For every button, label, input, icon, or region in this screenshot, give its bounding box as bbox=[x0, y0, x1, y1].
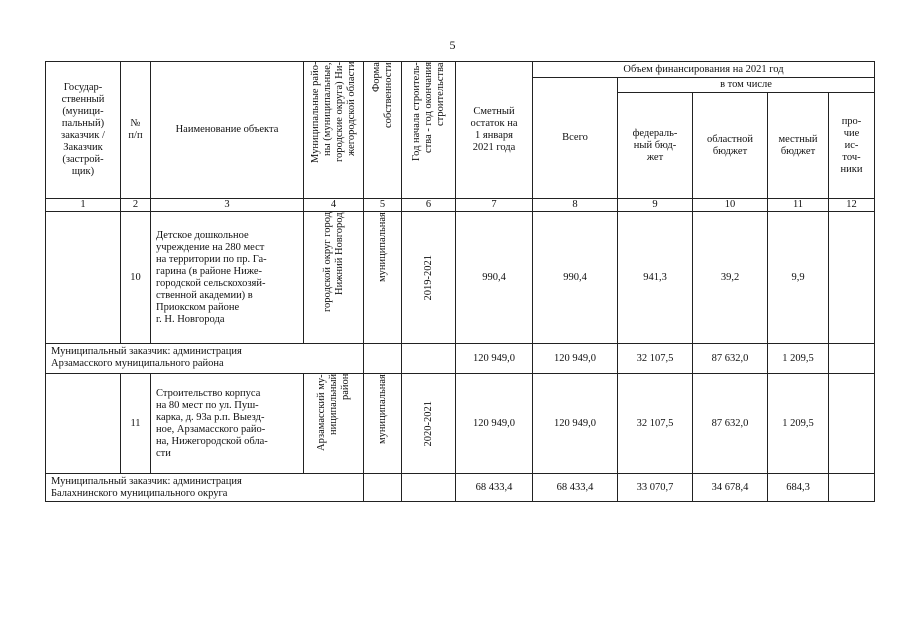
column-number: 3 bbox=[151, 199, 304, 212]
regional-budget: 87 632,0 bbox=[693, 344, 768, 374]
header-regional: областной бюджет bbox=[693, 93, 768, 199]
header-estimated-balance: Сметный остаток на 1 января 2021 года bbox=[456, 62, 533, 199]
column-number: 8 bbox=[533, 199, 618, 212]
column-number: 11 bbox=[768, 199, 829, 212]
header-years: Год начала строитель- ства - год окончания строительства bbox=[410, 62, 446, 161]
federal-budget: 32 107,5 bbox=[618, 344, 693, 374]
header-municipalities: Муниципальные райо- ны (муниципальные, городские округа) Ни- жегородской области bbox=[309, 62, 357, 164]
column-number: 1 bbox=[46, 199, 121, 212]
header-other: про- чие ис- точ- ники bbox=[829, 93, 875, 199]
header-customer: Государ- ственный (муници- пальный) заказчик / Заказчик (застрой- щик) bbox=[46, 62, 121, 199]
column-number: 5 bbox=[364, 199, 402, 212]
regional-budget: 87 632,0 bbox=[693, 374, 768, 474]
subtotal-row bbox=[46, 474, 875, 502]
subtotal-label: Муниципальный заказчик: администрация Арзамасского муниципального района bbox=[46, 344, 364, 374]
row-number: 10 bbox=[121, 212, 151, 344]
ownership: муниципальная bbox=[376, 212, 388, 282]
header-federal: федераль- ный бюд- жет bbox=[618, 93, 693, 199]
federal-budget: 941,3 bbox=[618, 212, 693, 344]
header-num: № п/п bbox=[121, 62, 151, 199]
years: 2020-2021 bbox=[422, 400, 434, 447]
other-sources bbox=[829, 344, 875, 374]
regional-budget: 39,2 bbox=[693, 212, 768, 344]
column-number: 9 bbox=[618, 199, 693, 212]
column-number: 2 bbox=[121, 199, 151, 212]
total: 68 433,4 bbox=[533, 474, 618, 502]
table-row bbox=[46, 212, 875, 344]
header-ownership: Форма собственности bbox=[370, 62, 394, 128]
header-total: Всего bbox=[533, 78, 618, 199]
regional-budget: 34 678,4 bbox=[693, 474, 768, 502]
estimated-balance: 990,4 bbox=[456, 212, 533, 344]
municipality: городской округ город Нижний Новгород bbox=[321, 212, 345, 313]
header-funding-total: Объем финансирования на 2021 год bbox=[533, 62, 875, 78]
municipality: Арзамасский му- ниципальный район bbox=[315, 374, 351, 451]
total: 120 949,0 bbox=[533, 374, 618, 474]
financing-table bbox=[45, 61, 875, 502]
total: 120 949,0 bbox=[533, 344, 618, 374]
header-local: местный бюджет bbox=[768, 93, 829, 199]
column-number: 6 bbox=[402, 199, 456, 212]
estimated-balance: 68 433,4 bbox=[456, 474, 533, 502]
ownership: муниципальная bbox=[376, 374, 388, 444]
federal-budget: 32 107,5 bbox=[618, 374, 693, 474]
column-number: 12 bbox=[829, 199, 875, 212]
header-object-name: Наименование объекта bbox=[151, 62, 304, 199]
subtotal-row bbox=[46, 344, 875, 374]
header-including: в том числе bbox=[618, 78, 875, 93]
column-number: 10 bbox=[693, 199, 768, 212]
years: 2019-2021 bbox=[422, 254, 434, 301]
column-number: 7 bbox=[456, 199, 533, 212]
other-sources bbox=[829, 474, 875, 502]
local-budget: 9,9 bbox=[768, 212, 829, 344]
total: 990,4 bbox=[533, 212, 618, 344]
other-sources bbox=[829, 212, 875, 344]
local-budget: 1 209,5 bbox=[768, 374, 829, 474]
object-name: Строительство корпуса на 80 мест по ул. Пуш- карка, д. 93а р.п. Выезд- ное, Арзамасского райо- на, Нижегородской обла- сти bbox=[151, 374, 304, 474]
estimated-balance: 120 949,0 bbox=[456, 374, 533, 474]
local-budget: 684,3 bbox=[768, 474, 829, 502]
row-number: 11 bbox=[121, 374, 151, 474]
column-number: 4 bbox=[304, 199, 364, 212]
subtotal-label: Муниципальный заказчик: администрация Балахнинского муниципального округа bbox=[46, 474, 364, 502]
table-row bbox=[46, 374, 875, 474]
page-number: 5 bbox=[449, 38, 456, 52]
estimated-balance: 120 949,0 bbox=[456, 344, 533, 374]
federal-budget: 33 070,7 bbox=[618, 474, 693, 502]
other-sources bbox=[829, 374, 875, 474]
object-name: Детское дошкольное учреждение на 280 мест на территории по пр. Га- гарина (в районе Ниже- городской сельскохозяй- ственной академии) в Приокском районе г. Н. Новгорода bbox=[151, 212, 304, 344]
local-budget: 1 209,5 bbox=[768, 344, 829, 374]
